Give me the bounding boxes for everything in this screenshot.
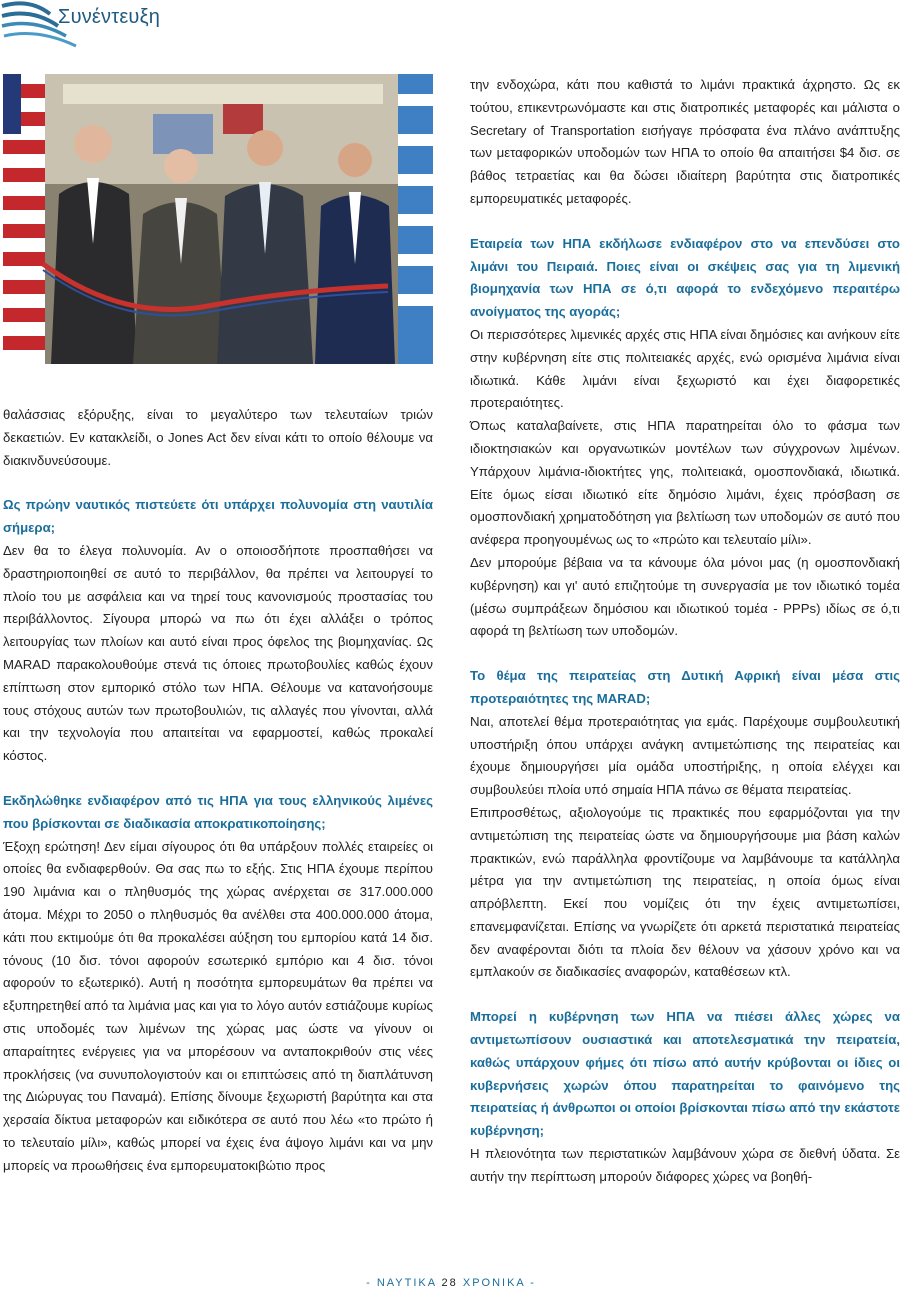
answer-greek-ports: Έξοχη ερώτηση! Δεν είμαι σίγουρος ότι θα υπάρξουν πολλές εταιρείες οι οποίες θα ενδιαφερθούν. Θα σας πω το εξής. Στις ΗΠΑ έχουμε περίπου 190 λιμάνια και ο πληθυσμός της χώρας ανέρχεται σε 317.000.000 άτομα. Μέχρι το 2050 ο πληθυσμός θα ανέλθει στα 400.000.000 άτομα, κάτι που εκτιμούμε ότι θα προκαλέσει αύξηση του εμπορίου κατά 14 δισ. τόνους (10 δισ. τόνοι αφορούν εσωτερικό εμπόριο και 4 δισ. τόνοι αφορούν το εξωτερικό). Αυτή η ποσότητα εμπορευμάτων θα πρέπει να εξυπηρετηθεί από τα λιμάνια μας και για το λόγο αυτόν εστιάζουμε κυρίως στις υποδομές των λιμένων της χώρας μας ώστε να γίνουν οι απαραίτητες ενέργειες για να μπορέσουν να ανταποκριθούν στις νέες προκλήσεις (να συνυπολογιστούν και οι επιπτώσεις από τη διαπλάτυνση της Διώρυγας του Παναμά). Επίσης δίνουμε ξεχωριστή βαρύτητα και στα χερσαία δίκτυα μεταφορών και ειδικότερα σε αυτό που λέω «το πρώτο ή το τελευταίο μίλι», καθώς μπορεί να έχεις ένα άψογο λιμάνι και να μην μπορείς να προωθήσεις ένα εμπορευματοκιβώτιο προς [3, 838, 433, 1173]
answer-government-pressure: Η πλειονότητα των περιστατικών λαμβάνουν χώρα σε διεθνή ύδατα. Σε αυτήν την περίπτωση μπορούν διάφορες χώρες να βοηθή- [470, 1146, 900, 1184]
answer-piraeus-1: Οι περισσότερες λιμενικές αρχές στις ΗΠΑ είναι δημόσιες και ανήκουν είτε στην κυβέρνηση είτε στις πολιτειακές αρχές, ενώ ορισμένα λιμάνια είναι ιδιωτικά. Κάθε λιμάνι είναι ξεχωριστό και έχει διαφορετικές προτεραιότητες. [470, 326, 900, 411]
paragraph-continued: την ενδοχώρα, κάτι που καθιστά το λιμάνι πρακτικά άχρηστο. Ως εκ τούτου, επικεντρωνόμαστε και στις διατροπικές μεταφορές και μάλιστα ο Secretary of Transportation εισήγαγε πρόσφατα ένα πλάνο ανάπτυξης των μεταφορικών υποδομών των ΗΠΑ το οποίο θα απαιτήσει $4 δισ. σε βάθος τετραετίας και θα δώσει ιδιαίτερη βαρύτητα στις διατροπικές εμπορευματικές μεταφορές. [470, 77, 900, 206]
question-greek-ports: Εκδηλώθηκε ενδιαφέρον από τις ΗΠΑ για τους ελληνικούς λιμένες που βρίσκονται σε διαδικασία αποκρατικοποίησης; [3, 792, 433, 831]
page-header [0, 0, 902, 60]
answer-piracy-2: Επιπροσθέτως, αξιολογούμε τις πρακτικές που εφαρμόζονται για την αντιμετώπιση της πειρατείας ώστε να δημιουργήσουμε μια βάση καλών πρακτικών, ενώ παράλληλα φροντίζουμε να λαμβάνουμε τα κατάλληλα μέτρα για την αντιμετώπιση της πειρατείας, η οποία όμως είναι απρόβλεπτη. Εκεί που νομίζεις ότι την έχεις αντιμετωπίσει, επανεμφανίζεται. Επίσης να γνωρίζετε ότι αρκετά περιστατικά πειρατείας δεν αναφέρονται διότι τα πλοία δεν θέλουν να χάσουν χρόνο και να εμπλακούν σε διαδικασίες αναφορών, καταθέσεων κτλ. [470, 804, 900, 980]
right-column [470, 74, 900, 1189]
question-piraeus: Εταιρεία των ΗΠΑ εκδήλωσε ενδιαφέρον στο να επενδύσει στο λιμάνι του Πειραιά. Ποιες είναι οι σκέψεις σας για τη λιμενική βιομηχανία των ΗΠΑ σε ό,τι αφορά το ενδεχόμενο περαιτέρω ανοίγματος της αγοράς; [470, 235, 900, 320]
answer-polynomia: Δεν θα το έλεγα πολυνομία. Αν ο οποιοσδήποτε προσπαθήσει να δραστηριοποιηθεί σε αυτό το περιβάλλον, θα πρέπει να λειτουργεί το πλοίο του με ασφάλεια και να τηρεί τους κανονισμούς προστασίας του περιβάλλοντος. Σίγουρα μπορώ να πω ότι έχει αλλάξει ο τρόπος λειτουργίας των πλοίων και αυτό είναι προς όφελος της βιομηχανίας. Ως MARAD παρακολουθούμε στενά τις όποιες πρωτοβουλίες καθώς έχουν επίπτωση στον εμπορικό στόλο των ΗΠΑ. Θέλουμε να κατανοήσουμε τους στόχους αυτών των πρωτοβουλιών, τις αλλαγές που γίνονται, αλλά και την τεχνολογία που απαιτείται να εφαρμοστεί, καθώς προκαλεί κόστος. [3, 542, 433, 764]
answer-piracy-1: Ναι, αποτελεί θέμα προτεραιότητας για εμάς. Παρέχουμε συμβουλευτική υποστήριξη όπου υπάρχει ανάγκη αντιμετώπισης της πειρατείας και έχουμε δημιουργήσει μία ομάδα υποστήριξης, η οποία ελέγχει και συμβουλεύει πλοία υπό σημαία ΗΠΑ πάνω σε θέματα πειρατείας. [470, 713, 900, 798]
page-footer [0, 1277, 902, 1289]
ribbon-cutting-photo [3, 74, 433, 364]
question-piracy: Το θέμα της πειρατείας στη Δυτική Αφρική είναι μέσα στις προτεραιότητες της MARAD; [470, 668, 900, 706]
footer-suffix: ΧΡΟΝΙΚΑ - [462, 1277, 536, 1289]
paragraph-intro: θαλάσσιας εξόρυξης, είναι το μεγαλύτερο των τελευταίων τριών δεκαετιών. Εν κατακλείδι, ο Jones Act δεν είναι κάτι το οποίο θέλουμε να διακινδυνεύσουμε. [3, 407, 433, 468]
section-title: Συνέντευξη [58, 6, 161, 28]
question-government-pressure: Μπορεί η κυβέρνηση των ΗΠΑ να πιέσει άλλες χώρες να αντιμετωπίσουν ουσιαστικά και αποτελεσματικά την πειρατεία, καθώς υπάρχουν φήμες ότι πίσω από αυτήν κρύβονται οι ίδιες οι κυβερνήσεις χωρών όπου παρατηρείται το φαινόμενο της πειρατείας ή άνθρωποι οι οποίοι βρίσκονται πίσω από την εκάστοτε κυβέρνηση; [470, 1009, 900, 1139]
answer-piraeus-2: Όπως καταλαβαίνετε, στις ΗΠΑ παρατηρείται όλο το φάσμα των ιδιοκτησιακών και οργανωτικών μοντέλων των σύγχρονων λιμένων. Υπάρχουν λιμάνια-ιδιοκτήτες γης, πολιτειακά, ομοσπονδιακά, ιδιωτικά. Είτε όμως είσαι ιδιωτικό είτε δημόσιο λιμάνι, έχεις πρόσβαση σε ομοσπονδιακή χρηματοδότηση για βελτίωση των υποδομών σε αυτό που ανέφερα προηγουμένως ως το «πρώτο και τελευταίο μίλι». [470, 418, 900, 548]
footer-prefix: - ΝΑΥΤΙΚΑ [366, 1277, 437, 1289]
left-column [3, 404, 433, 1178]
question-polynomia: Ως πρώην ναυτικός πιστεύετε ότι υπάρχει πολυνομία στη ναυτιλία σήμερα; [3, 497, 433, 536]
page-number: 28 [441, 1277, 458, 1289]
answer-piraeus-3: Δεν μπορούμε βέβαια να τα κάνουμε όλα μόνοι μας (η ομοσπονδιακή κυβέρνηση) και γι' αυτό επιζητούμε τη συνεργασία με τον ιδιωτικό τομέα (μέσω συμπράξεων δημόσιου και ιδιωτικού τομέα - PPPs) ιδίως σε ό,τι αφορά τη βελτίωση των υποδομών. [470, 554, 900, 639]
